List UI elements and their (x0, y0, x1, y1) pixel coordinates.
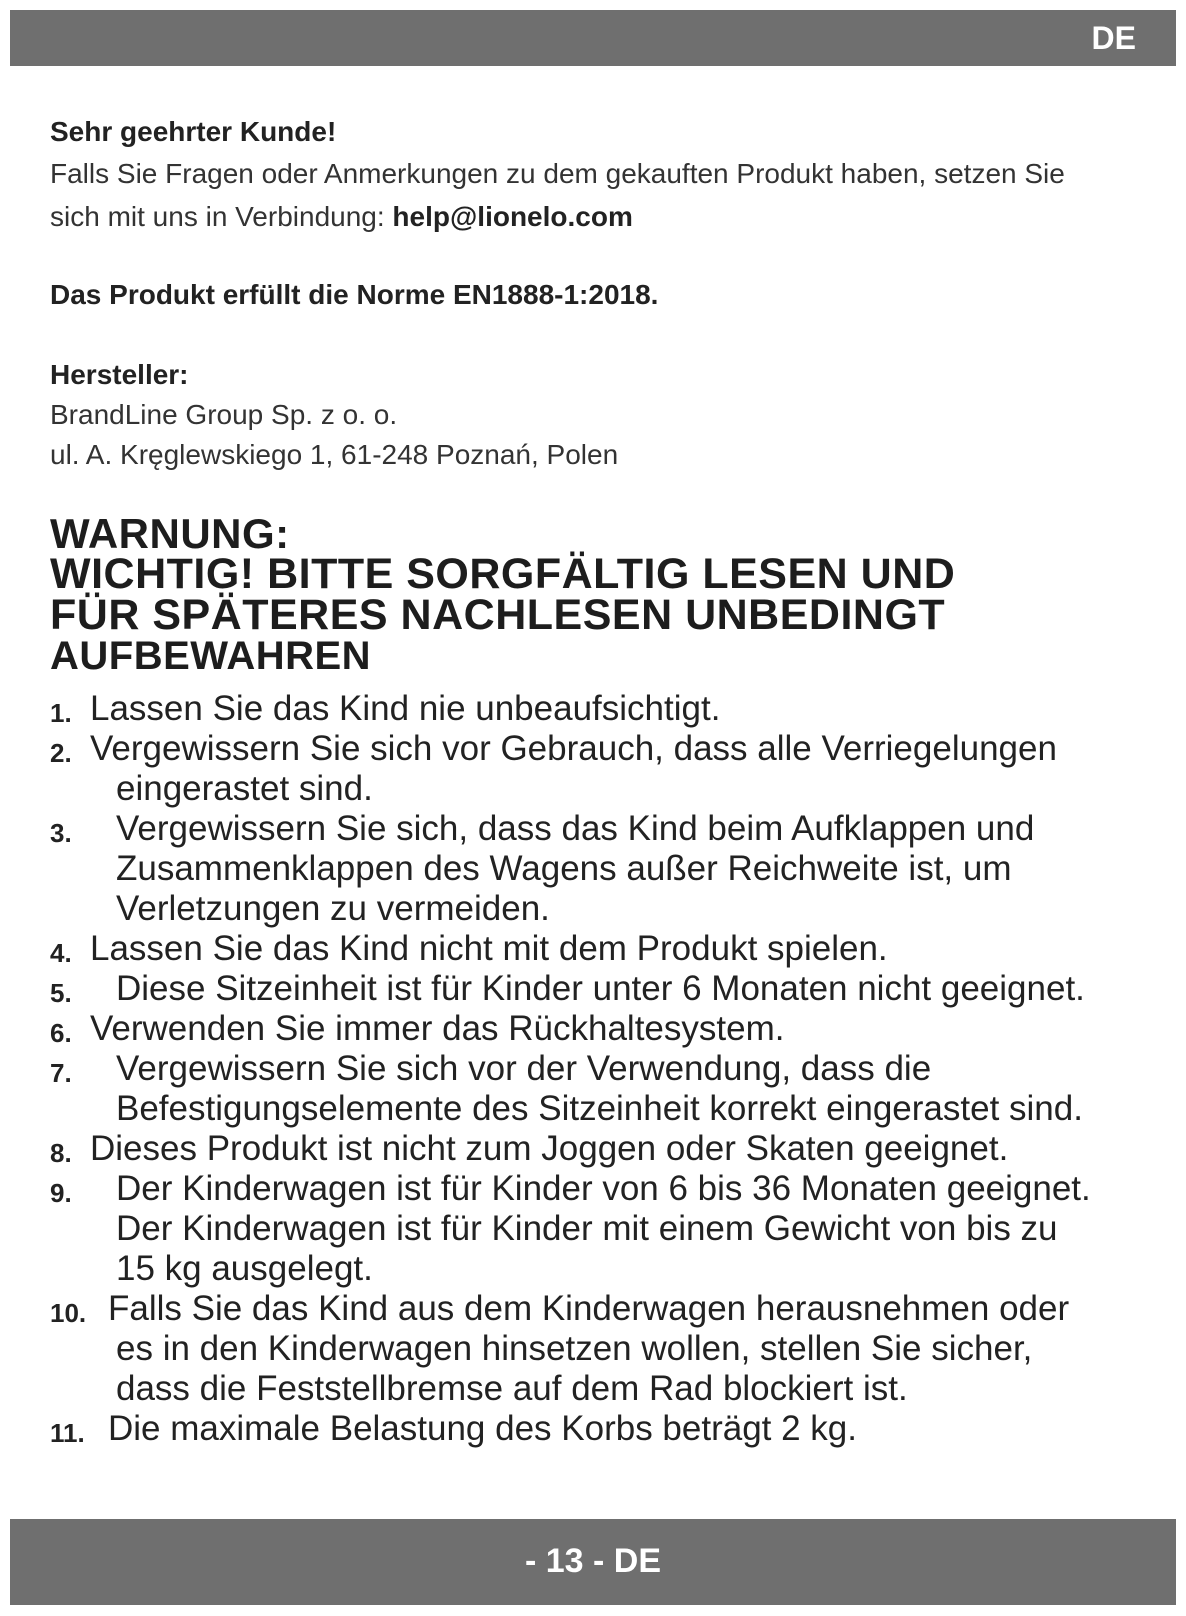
list-item (50, 1169, 1150, 1289)
item-text: Vergewissern Sie sich, dass das Kind beim Aufklappen und (116, 809, 1035, 848)
item-text: Der Kinderwagen ist für Kinder von 6 bis 36 Monaten geeignet. (116, 1169, 1091, 1208)
item-text: Befestigungselemente des Sitzeinheit korrekt eingerastet sind. (116, 1089, 1083, 1128)
footer-bar (10, 1519, 1176, 1605)
list-item (50, 1009, 1150, 1049)
intro-line-1: Falls Sie Fragen oder Anmerkungen zu dem gekauften Produkt haben, setzen Sie (50, 158, 1065, 189)
header-bar (10, 10, 1176, 66)
warning-line-4: AUFBEWAHREN (50, 634, 372, 678)
item-text: eingerastet sind. (116, 769, 373, 808)
item-text: Der Kinderwagen ist für Kinder mit einem Gewicht von bis zu (116, 1209, 1058, 1248)
item-text: Verwenden Sie immer das Rückhaltesystem. (90, 1009, 785, 1048)
item-text: Diese Sitzeinheit ist für Kinder unter 6 Monaten nicht geeignet. (116, 969, 1085, 1008)
item-text: Lassen Sie das Kind nicht mit dem Produkt spielen. (90, 929, 888, 968)
item-number: 6. (50, 1018, 72, 1048)
item-text: Vergewissern Sie sich vor Gebrauch, dass alle Verriegelungen (90, 729, 1057, 768)
item-text: Lassen Sie das Kind nie unbeaufsichtigt. (90, 689, 721, 728)
greeting: Sehr geehrter Kunde! (50, 116, 337, 147)
item-text: 15 kg ausgelegt. (116, 1249, 373, 1288)
list-item (50, 1129, 1150, 1169)
item-number: 9. (50, 1178, 72, 1208)
manufacturer-address: ul. A. Kręglewskiego 1, 61-248 Poznań, Polen (50, 439, 619, 470)
list-item (50, 1289, 1150, 1409)
item-number: 5. (50, 978, 72, 1008)
item-number: 8. (50, 1138, 72, 1168)
page-number: - 13 - DE (524, 1542, 662, 1580)
list-item (50, 809, 1150, 929)
list-item (50, 729, 1150, 809)
item-text: Die maximale Belastung des Korbs beträgt 2 kg. (108, 1409, 857, 1448)
intro-text (50, 152, 1150, 238)
item-text: es in den Kinderwagen hinsetzen wollen, stellen Sie sicher, (116, 1329, 1033, 1368)
warning-heading (50, 510, 1150, 678)
manufacturer-title: Hersteller: (50, 359, 189, 390)
list-item (50, 929, 1150, 969)
item-text: Verletzungen zu vermeiden. (116, 889, 550, 928)
warning-line-1: WARNUNG: (50, 510, 290, 557)
list-item (50, 969, 1150, 1009)
item-text: Dieses Produkt ist nicht zum Joggen oder Skaten geeignet. (90, 1129, 1009, 1168)
list-item (50, 1409, 1150, 1449)
list-item (50, 689, 1150, 729)
page-content (50, 112, 1150, 1449)
item-text: Vergewissern Sie sich vor der Verwendung, dass die (116, 1049, 932, 1088)
item-number: 4. (50, 938, 72, 968)
language-label: DE (1091, 20, 1136, 56)
list-item (50, 1049, 1150, 1129)
item-number: 10. (50, 1298, 87, 1328)
item-number: 2. (50, 738, 72, 768)
item-text: Falls Sie das Kind aus dem Kinderwagen herausnehmen oder (108, 1289, 1070, 1328)
support-email-link[interactable]: help@lionelo.com (392, 201, 633, 232)
norm-statement: Das Produkt erfüllt die Norme EN1888-1:2018. (50, 279, 659, 310)
item-number: 1. (50, 698, 72, 728)
item-text: dass die Feststellbremse auf dem Rad blockiert ist. (116, 1369, 908, 1408)
item-number: 3. (50, 818, 72, 848)
warning-list (50, 689, 1150, 1449)
warning-line-3: FÜR SPÄTERES NACHLESEN UNBEDINGT (50, 591, 946, 639)
item-number: 11. (50, 1418, 85, 1448)
item-number: 7. (50, 1058, 72, 1088)
manufacturer-name: BrandLine Group Sp. z o. o. (50, 399, 398, 430)
intro-line-2: sich mit uns in Verbindung: (50, 201, 393, 232)
item-text: Zusammenklappen des Wagens außer Reichweite ist, um (116, 849, 1012, 888)
warning-line-2: WICHTIG! BITTE SORGFÄLTIG LESEN UND (50, 550, 956, 598)
